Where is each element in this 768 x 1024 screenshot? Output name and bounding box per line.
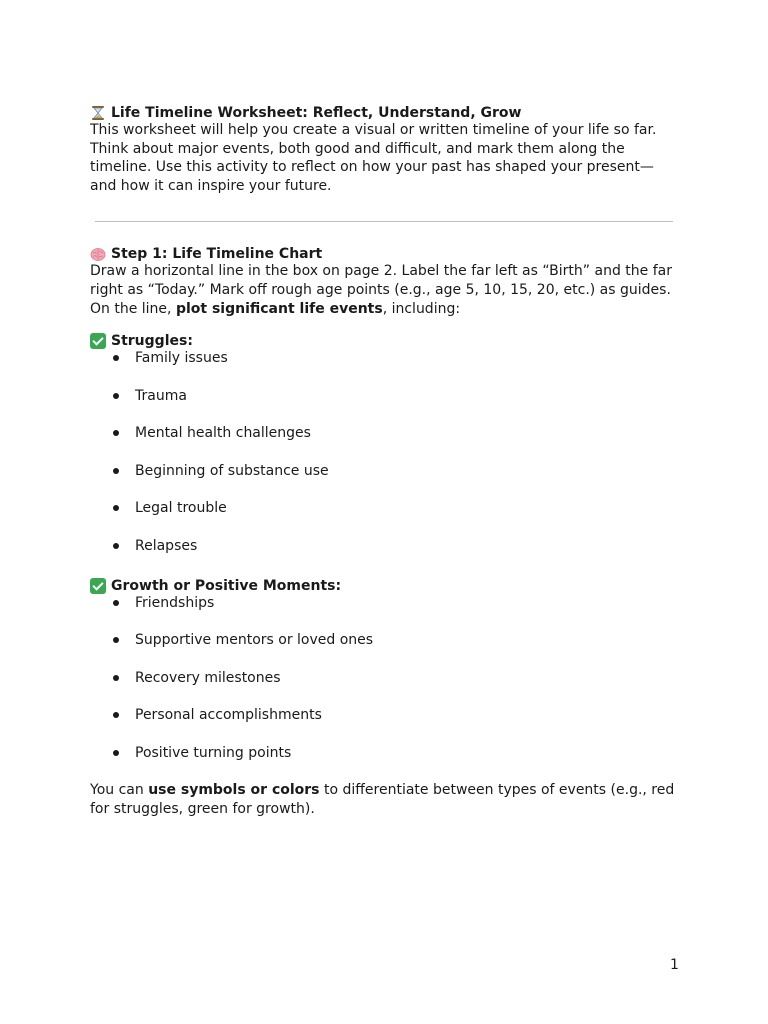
plot-suffix: , including:	[382, 300, 461, 317]
symbols-suffix: to differentiate between types of events (e.g., red for struggles, green for growth).	[90, 782, 675, 817]
symbols-emphasis: use symbols or colors	[148, 782, 320, 799]
list-item: Legal trouble	[90, 499, 680, 517]
step1-heading: Step 1: Life Timeline Chart	[111, 246, 323, 263]
list-item: Friendships	[90, 594, 680, 612]
page-number: 1	[670, 957, 679, 973]
brain-icon	[90, 246, 106, 262]
worksheet-page	[90, 105, 680, 818]
growth-heading: Growth or Positive Moments:	[111, 577, 342, 594]
struggles-list	[90, 349, 680, 555]
list-item: Trauma	[90, 387, 680, 405]
check-mark-icon	[90, 333, 106, 349]
list-item: Positive turning points	[90, 744, 680, 762]
list-item: Supportive mentors or loved ones	[90, 631, 680, 649]
step1-description: Draw a horizontal line in the box on page 2. Label the far left as “Birth” and the far right as “Today.” Mark off rough age points (e.g., age 5, 10, 15, 20, etc.) as guides.	[90, 263, 672, 298]
list-item: Beginning of substance use	[90, 462, 680, 480]
hourglass-icon	[90, 105, 106, 121]
intro-paragraph: This worksheet will help you create a visual or written timeline of your life so far. Think about major events, both good and difficult, and mark them along the timeline. Use this activity to reflect on how your past has shaped your present—and how it can inspire your future.	[90, 122, 657, 194]
list-item: Recovery milestones	[90, 669, 680, 687]
growth-heading-line	[90, 578, 680, 594]
plot-events-instruction	[90, 300, 680, 319]
list-item: Family issues	[90, 349, 680, 367]
struggles-heading-line	[90, 333, 680, 349]
list-item: Relapses	[90, 537, 680, 555]
plot-emphasis: plot significant life events	[175, 300, 383, 317]
step1-heading-line	[90, 246, 680, 262]
plot-prefix: On the line,	[90, 300, 176, 317]
symbols-prefix: You can	[90, 782, 149, 799]
worksheet-title: Life Timeline Worksheet: Reflect, Understand, Grow	[111, 105, 522, 121]
symbols-note	[90, 781, 680, 818]
check-mark-icon	[90, 578, 106, 594]
list-item: Mental health challenges	[90, 424, 680, 442]
worksheet-title-line	[90, 105, 680, 121]
struggles-heading: Struggles:	[111, 333, 193, 350]
growth-list	[90, 594, 680, 762]
list-item: Personal accomplishments	[90, 706, 680, 724]
section-divider	[95, 221, 673, 222]
